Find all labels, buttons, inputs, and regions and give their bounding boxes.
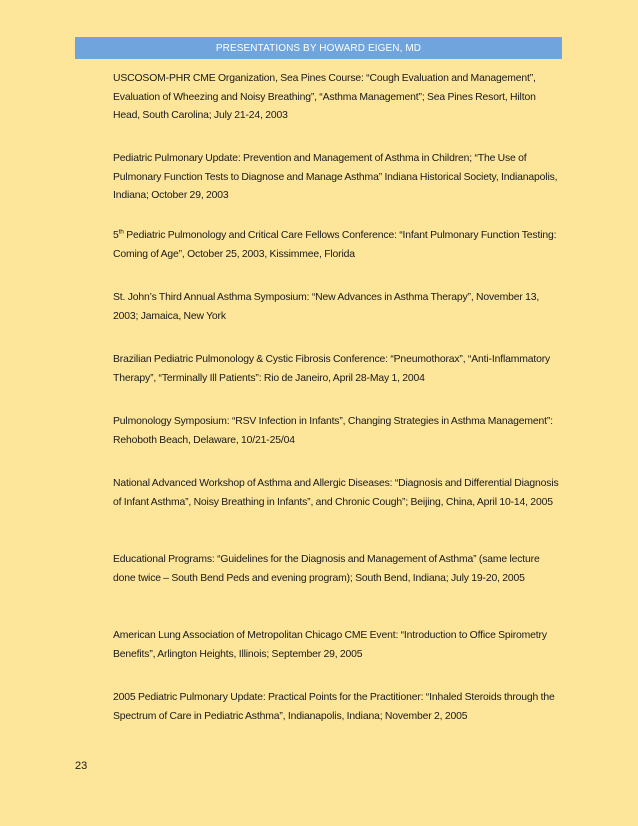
page-number: 23: [75, 760, 88, 772]
entry-ordinal-suffix: th: [118, 228, 124, 236]
presentation-entry: American Lung Association of Metropolitan Chicago CME Event: “Introduction to Office Spirometry Benefits”, Arlington Heights, Illinois; September 29, 2005: [113, 630, 547, 660]
presentation-entry: Pediatric Pulmonary Update: Prevention and Management of Asthma in Children; “The Use of Pulmonary Function Tests to Diagnose and Manage Asthma” Indiana Historical Society, Indianapolis, Indiana; October 29, 2003: [113, 153, 558, 201]
entry-ordinal-number: 5: [113, 230, 119, 241]
header-title: PRESENTATIONS BY HOWARD EIGEN, MD: [215, 42, 422, 54]
presentation-entry: St. John’s Third Annual Asthma Symposium: “New Advances in Asthma Therapy”, November 13, 2003; Jamaica, New York: [113, 292, 540, 322]
page-header-bar: [75, 37, 562, 59]
presentation-entry: USCOSOM-PHR CME Organization, Sea Pines Course: “Cough Evaluation and Management”, Evaluation of Wheezing and Noisy Breathing”, “Asthma Management”; Sea Pines Resort, Hilton Head, South Carolina; July 21-24, 2003: [113, 73, 536, 121]
presentation-entry: National Advanced Workshop of Asthma and Allergic Diseases: “Diagnosis and Differential Diagnosis of Infant Asthma”, Noisy Breathing in Infants”, and Chronic Cough”; Beijing, China, April 10-14, 2005: [113, 478, 559, 508]
presentation-entry: 2005 Pediatric Pulmonary Update: Practical Points for the Practitioner: “Inhaled Steroids through the Spectrum of Care in Pediatric Asthma”, Indianapolis, Indiana; November 2, 2005: [113, 692, 555, 722]
presentation-entry: [113, 227, 563, 264]
presentation-entry: Educational Programs: “Guidelines for the Diagnosis and Management of Asthma” (same lecture done twice – South Bend Peds and evening program); South Bend, Indiana; July 19-20, 2005: [113, 554, 540, 584]
presentation-entry: Brazilian Pediatric Pulmonology & Cystic Fibrosis Conference: “Pneumothorax”, “Anti-Inflammatory Therapy”, “Terminally Ill Patients”: Rio de Janeiro, April 28-May 1, 2004: [113, 354, 551, 384]
entry-text: Pediatric Pulmonology and Critical Care Fellows Conference: “Infant Pulmonary Function Testing: Coming of Age”, October 25, 2003, Kissimmee, Florida: [113, 230, 557, 260]
presentation-entry: Pulmonology Symposium: “RSV Infection in Infants”, Changing Strategies in Asthma Management”: Rehoboth Beach, Delaware, 10/21-25/04: [113, 416, 553, 446]
